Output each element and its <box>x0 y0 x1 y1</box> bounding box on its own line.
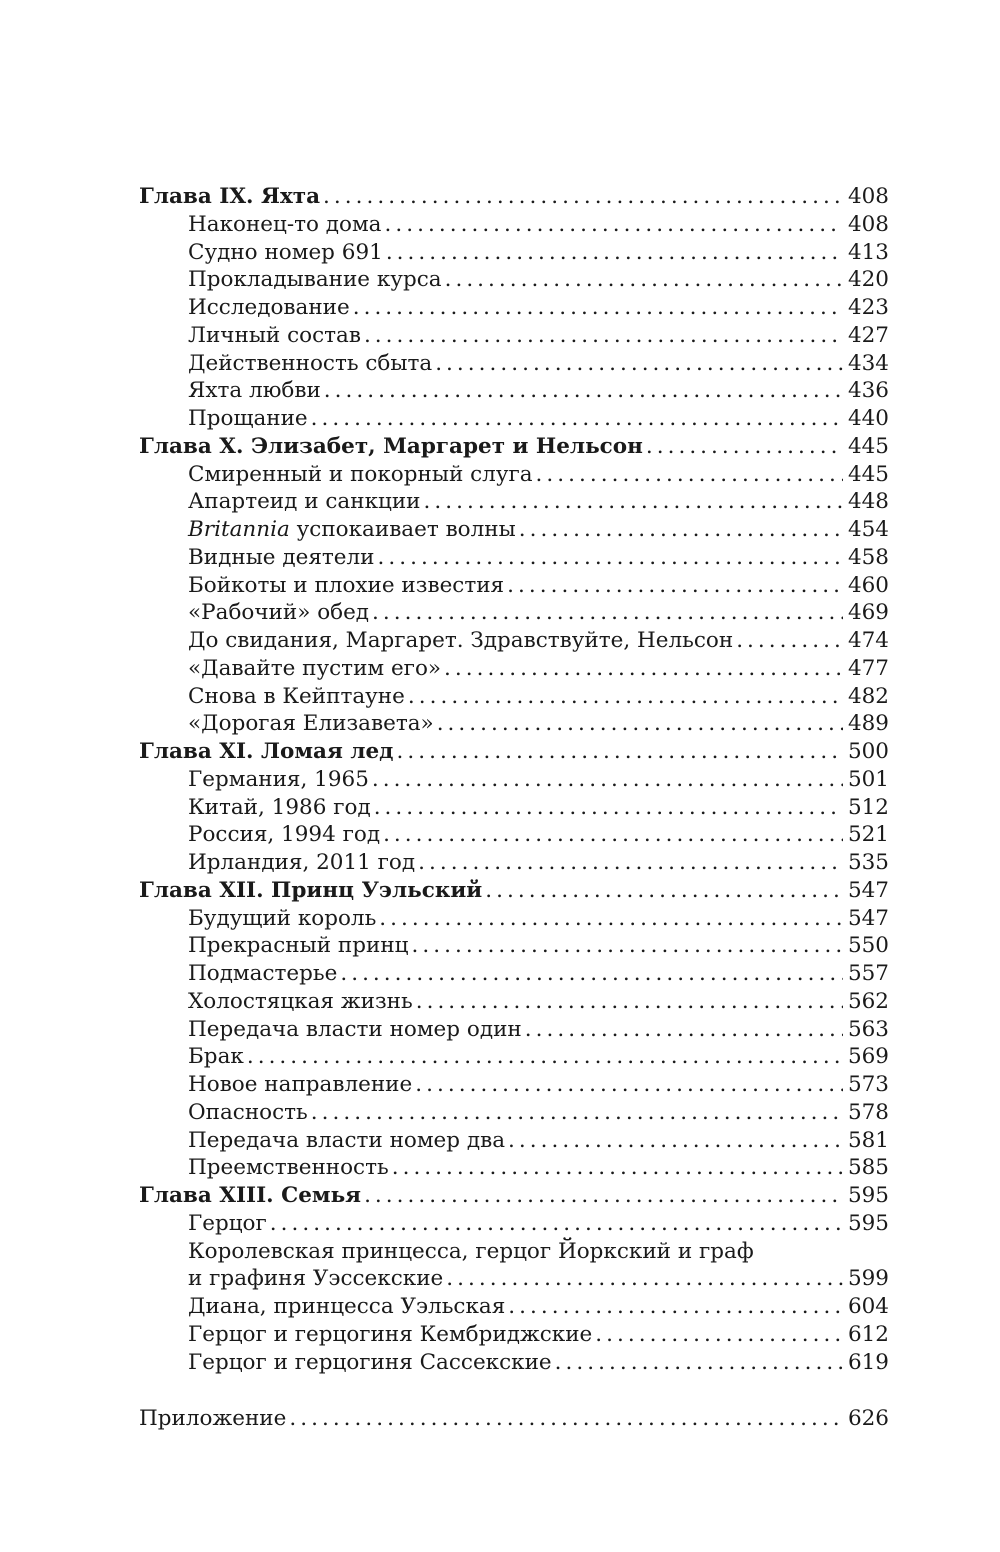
dot-leader <box>372 766 843 794</box>
toc-entry <box>139 1349 889 1377</box>
entry-title: Новое направление <box>188 1072 413 1097</box>
dot-leader <box>508 1127 843 1155</box>
page-number: 482 <box>847 683 889 709</box>
page-number: 501 <box>847 766 889 792</box>
chapter-title: Глава XIII. Семья <box>139 1183 362 1208</box>
entry-title <box>188 516 516 544</box>
toc-entry <box>139 1210 889 1238</box>
toc-entry <box>139 266 889 294</box>
dot-leader <box>386 239 843 267</box>
toc-entry <box>139 350 889 378</box>
page-number: 581 <box>847 1127 889 1153</box>
dot-leader <box>437 710 843 738</box>
toc-entry <box>139 488 889 516</box>
toc-entry-line <box>139 1238 889 1266</box>
entry-title: Прекрасный принц <box>188 933 409 959</box>
entry-title: Прокладывание курса <box>188 267 442 293</box>
dot-leader <box>385 211 844 239</box>
toc-entry <box>139 1321 889 1349</box>
entry-title-rest: успокаивает волны <box>289 517 516 542</box>
page-number: 445 <box>847 461 889 487</box>
page-number: 434 <box>847 350 889 376</box>
toc-entry <box>139 627 889 655</box>
entry-title: Германия, 1965 <box>188 766 369 792</box>
dot-leader <box>508 1293 843 1321</box>
page-number: 521 <box>847 822 889 848</box>
toc-entry <box>139 1293 889 1321</box>
chapter-title: Глава XI. Ломая лед <box>139 739 394 764</box>
dot-leader <box>324 377 843 405</box>
toc-entry <box>139 655 889 683</box>
entry-title: Прощание <box>188 406 308 431</box>
page-number: 547 <box>847 877 889 903</box>
chapter-title: Глава X. Элизабет, Маргарет и Нельсон <box>139 433 643 459</box>
page-number: 489 <box>847 711 889 737</box>
entry-title: Яхта любви <box>188 378 321 404</box>
dot-leader <box>340 960 843 988</box>
toc-entry <box>139 1071 889 1099</box>
appendix-title: Приложение <box>139 1406 287 1432</box>
toc-entry <box>139 294 889 322</box>
dot-leader <box>485 877 843 905</box>
dot-leader <box>411 932 843 960</box>
dot-leader <box>424 488 844 516</box>
toc-entry <box>139 211 889 239</box>
dot-leader <box>507 572 843 600</box>
page-number: 436 <box>847 378 889 404</box>
dot-leader <box>311 405 843 433</box>
toc-entry <box>139 988 889 1016</box>
page-number: 619 <box>847 1349 889 1375</box>
toc-entry <box>139 683 889 711</box>
page-number: 454 <box>847 517 889 542</box>
page-number: 440 <box>847 406 889 431</box>
toc-entry <box>139 960 889 988</box>
toc-chapter <box>139 738 889 766</box>
toc-entry <box>139 1127 889 1155</box>
page-number: 413 <box>847 239 889 265</box>
toc-entry <box>139 405 889 433</box>
toc-appendix <box>139 1405 889 1433</box>
entry-title: Россия, 1994 год <box>188 822 381 848</box>
entry-title: Исследование <box>188 295 350 320</box>
dot-leader <box>408 683 843 711</box>
entry-title: Будущий король <box>188 905 377 931</box>
dot-leader <box>270 1210 843 1238</box>
toc-entry <box>139 710 889 738</box>
entry-title: Судно номер 691 <box>188 239 383 265</box>
page-number: 562 <box>847 988 889 1014</box>
dot-leader <box>364 1182 843 1210</box>
page-number: 500 <box>847 739 889 764</box>
dot-leader <box>446 1265 843 1293</box>
entry-title: Герцог и герцогиня Кембриджские <box>188 1321 593 1347</box>
toc-entry <box>139 239 889 267</box>
chapter-title: Глава IX. Яхта <box>139 184 321 209</box>
toc-entry <box>139 461 889 489</box>
page-number: 460 <box>847 572 889 598</box>
entry-title: Преемственность <box>188 1155 389 1181</box>
page-number: 573 <box>847 1072 889 1097</box>
page-number: 458 <box>847 544 889 570</box>
page-number: 626 <box>847 1406 889 1432</box>
entry-title: «Рабочий» обед <box>188 600 370 626</box>
toc-entry <box>139 322 889 350</box>
dot-leader <box>595 1321 843 1349</box>
page-number: 612 <box>847 1321 889 1347</box>
page-number: 557 <box>847 961 889 986</box>
dot-leader <box>378 544 844 572</box>
toc-entry <box>139 905 889 933</box>
toc-entry <box>139 544 889 572</box>
dot-leader <box>444 655 843 683</box>
entry-title-line2: и графиня Уэссекские <box>188 1266 444 1292</box>
entry-title: Герцог и герцогиня Сассекские <box>188 1349 552 1375</box>
toc-entry <box>139 1043 889 1071</box>
toc-chapter <box>139 183 889 211</box>
dot-leader <box>536 461 843 489</box>
entry-title: Видные деятели <box>188 544 375 570</box>
dot-leader <box>555 1349 843 1377</box>
entry-title: Бойкоты и плохие известия <box>188 572 505 598</box>
page-number: 469 <box>847 600 889 626</box>
entry-title: До свидания, Маргарет. Здравствуйте, Нельсон <box>188 628 734 653</box>
entry-title: «Давайте пустим его» <box>188 655 442 681</box>
table-of-contents <box>139 183 889 1433</box>
toc-entry <box>139 1265 889 1293</box>
entry-title: «Дорогая Елизавета» <box>188 711 434 737</box>
entry-title: Снова в Кейптауне <box>188 683 405 709</box>
toc-entry <box>139 572 889 600</box>
dot-leader <box>289 1405 843 1433</box>
dot-leader <box>374 794 843 822</box>
dot-leader <box>323 183 843 211</box>
page-number: 585 <box>847 1155 889 1181</box>
page-number: 535 <box>847 850 889 875</box>
page-number: 604 <box>847 1294 889 1319</box>
page-number: 512 <box>847 794 889 820</box>
entry-title-line1: Королевская принцесса, герцог Йоркский и граф <box>188 1238 754 1264</box>
entry-title: Действенность сбыта <box>188 350 433 376</box>
dot-leader <box>646 433 843 461</box>
dot-leader <box>379 905 843 933</box>
page-number: 569 <box>847 1044 889 1070</box>
toc-entry <box>139 821 889 849</box>
toc-chapter <box>139 877 889 905</box>
dot-leader <box>311 1099 843 1127</box>
dot-leader <box>435 350 843 378</box>
page-number: 408 <box>847 184 889 209</box>
entry-title: Опасность <box>188 1099 308 1125</box>
dot-leader <box>364 322 843 350</box>
page-number: 420 <box>847 267 889 293</box>
toc-entry <box>139 849 889 877</box>
entry-title: Апартеид и санкции <box>188 489 421 515</box>
dot-leader <box>418 849 843 877</box>
section-gap <box>139 1376 889 1405</box>
chapter-title: Глава XII. Принц Уэльский <box>139 877 483 903</box>
page-number: 578 <box>847 1099 889 1125</box>
entry-title: Брак <box>188 1044 244 1070</box>
entry-title: Смиренный и покорный слуга <box>188 461 533 487</box>
page-number: 477 <box>847 655 889 681</box>
entry-title: Передача власти номер два <box>188 1127 506 1153</box>
entry-title: Подмастерье <box>188 961 338 986</box>
dot-leader <box>416 988 843 1016</box>
toc-entry <box>139 599 889 627</box>
dot-leader <box>247 1043 843 1071</box>
page-number: 448 <box>847 489 889 515</box>
dot-leader <box>353 294 843 322</box>
page-number: 445 <box>847 433 889 459</box>
toc-entry <box>139 794 889 822</box>
dot-leader <box>525 1016 843 1044</box>
entry-title: Наконец-то дома <box>188 211 382 237</box>
page-number: 595 <box>847 1210 889 1236</box>
toc-entry <box>139 932 889 960</box>
entry-title: Холостяцкая жизнь <box>188 988 413 1014</box>
entry-title: Ирландия, 2011 год <box>188 850 416 875</box>
toc-entry <box>139 1016 889 1044</box>
entry-title: Личный состав <box>188 322 361 348</box>
toc-chapter <box>139 1182 889 1210</box>
page-number: 563 <box>847 1016 889 1042</box>
entry-title: Герцог <box>188 1210 267 1236</box>
page-number: 550 <box>847 933 889 959</box>
dot-leader <box>383 821 843 849</box>
dot-leader <box>397 738 844 766</box>
toc-entry <box>139 766 889 794</box>
page-number: 474 <box>847 628 889 653</box>
page-number: 599 <box>847 1266 889 1292</box>
page-number: 408 <box>847 211 889 237</box>
toc-entry <box>139 1099 889 1127</box>
dot-leader <box>445 266 843 294</box>
dot-leader <box>392 1154 843 1182</box>
page-number: 595 <box>847 1183 889 1208</box>
toc-entry <box>139 377 889 405</box>
dot-leader <box>372 599 843 627</box>
page-number: 547 <box>847 905 889 931</box>
entry-title: Диана, принцесса Уэльская <box>188 1294 506 1319</box>
page-number: 423 <box>847 295 889 320</box>
entry-title-italic: Britannia <box>188 517 290 542</box>
dot-leader <box>736 627 843 655</box>
dot-leader <box>519 516 843 544</box>
dot-leader <box>415 1071 843 1099</box>
toc-entry <box>139 1154 889 1182</box>
page-number: 427 <box>847 322 889 348</box>
entry-title: Передача власти номер один <box>188 1016 522 1042</box>
toc-chapter <box>139 433 889 461</box>
entry-title: Китай, 1986 год <box>188 794 371 820</box>
toc-entry <box>139 516 889 544</box>
